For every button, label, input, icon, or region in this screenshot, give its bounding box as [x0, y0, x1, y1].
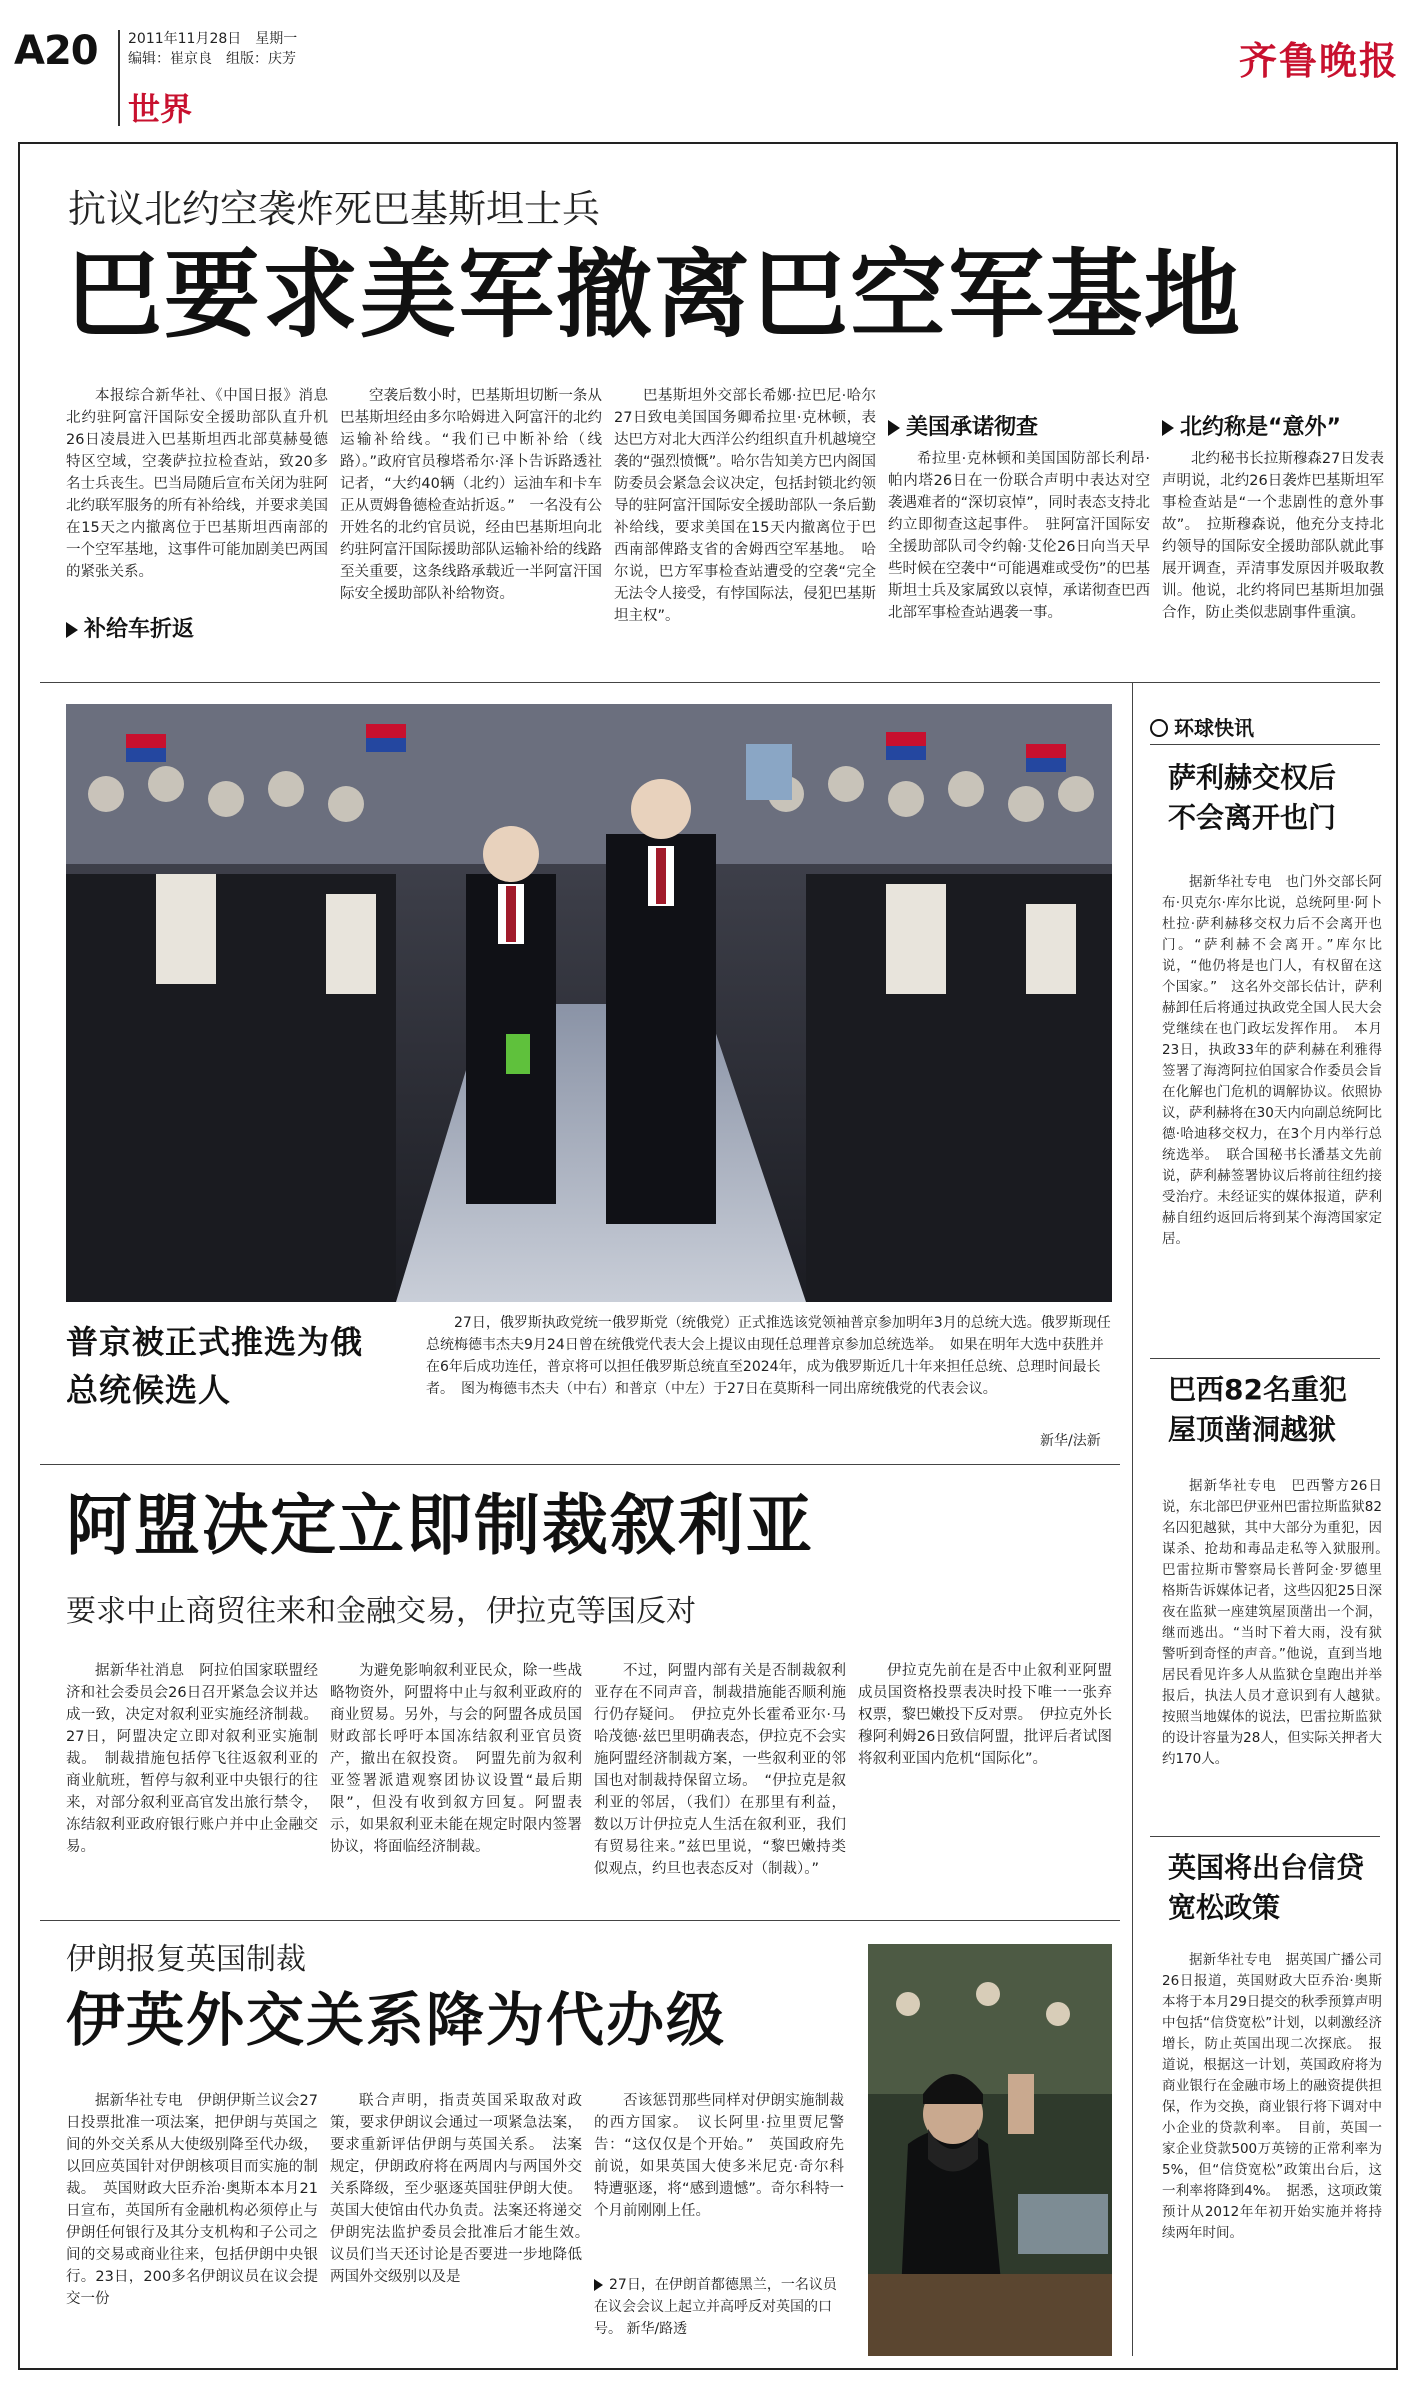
- putin-headline: 普京被正式推选为俄总统候选人: [66, 1323, 364, 1409]
- sidebar-item-headline: 英国将出台信贷宽松政策: [1168, 1851, 1365, 1924]
- lead-col-5: [1162, 448, 1384, 624]
- caption-text: 27日，俄罗斯执政党统一俄罗斯党（统俄党）正式推选该党领袖普京参加明年3月的总统大选。俄罗斯现任总统梅德韦杰夫9月24日曾在统俄党代表大会上提议由现任总理普京参加总统选举。 如果在明年大选中获胜并在6年后成功连任，普京将可以担任俄罗斯总统直至2024年，成为俄罗斯近几十年来担任总统、总理时间最长者。 图为梅德韦杰夫（中右）和普京（中左）于27日在莫斯科一同出席统俄党的代表会议。: [426, 1315, 1111, 1397]
- sidebar-rule: [1150, 1836, 1380, 1837]
- iran-col-1: 据新华社专电 伊朗伊斯兰议会27日投票批准一项法案，把伊朗与英国之间的外交关系从大使级别降至代办级，以回应英国针对伊朗核项目而实施的制裁。 英国财政大臣乔治·奥斯本本月21日宣布，英国所有金融机构必须停止与伊朗任何银行及其分支机构和子公司之间的交易或商业往来，包括伊朗中央银行。23日，200多名伊朗议员在议会提交一份: [66, 2093, 318, 2307]
- section-divider: [40, 1920, 1120, 1921]
- arab-col-2: 为避免影响叙利亚民众，除一些战略物资外，阿盟将中止与叙利亚政府的商业贸易。另外，与会的阿盟各成员国财政部长呼吁本国冻结叙利亚官员资产，撤出在叙投资。 阿盟先前为叙利亚签署派遣观察团协议设置“最后期限”，但没有收到叙方回复。阿盟表示，如果叙利亚未能在规定时限内签署协议，将面临经济制裁。: [330, 1663, 582, 1855]
- iran-kicker: 伊朗报复英国制裁: [66, 1942, 306, 1977]
- iran-col-2: 联合声明，指责英国采取敌对政策，要求伊朗议会通过一项紧急法案，要求重新评估伊朗与英国关系。 法案规定，伊朗政府将在两周内与两国外交关系降级，至少驱逐英国驻伊朗大使。英国大使馆由代办负责。法案还将递交伊朗宪法监护委员会批准后才能生效。 议员们当天还讨论是否要进一步地降低两国外交级别以及是: [330, 2093, 597, 2285]
- sidebar-item-headline: 萨利赫交权后不会离开也门: [1168, 761, 1337, 834]
- sidebar-item-body: 据新华社专电 据英国广播公司26日报道，英国财政大臣乔治·奥斯本将于本月29日提交的秋季预算声明中包括“信贷宽松”计划，以刺激经济增长，防止英国出现二次探底。 报道说，根据这一计划，英国政府将为商业银行在金融市场上的融资提供担保，作为交换，商业银行将下调对中小企业的贷款利率。 目前，英国一家企业贷款500万英镑的正常利率为5%，但“信贷宽松”政策出台后，这一利率将降到4%。 据悉，这项政策预计从2012年年初开始实施并将持续两年时间。: [1162, 1952, 1382, 2241]
- lead-col-1: [66, 385, 343, 583]
- iran-col-3: 否该惩罚那些同样对伊朗实施制裁的西方国家。 议长阿里·拉里贾尼警告：“这仅仅是个开始。” 英国政府先前说，如果英国大使多米尼克·奇尔科特遭驱逐，将“感到遗憾”。奇尔科特一个月前刚刚上任。: [594, 2093, 844, 2219]
- iran-headline: 伊英外交关系降为代办级: [66, 1986, 727, 2054]
- editor-line: 编辑：崔京良 组版：庆芳: [128, 51, 296, 67]
- section-divider: [40, 682, 1380, 683]
- arab-col-3: 不过，阿盟内部有关是否制裁叙利亚存在不同声音，制裁措施能否顺利施行仍存疑问。 伊拉克外长霍希亚尔·马哈茂德·兹巴里明确表态，伊拉克不会实施阿盟经济制裁方案，一些叙利亚的邻国也对制裁持保留立场。 “伊拉克是叙利亚的邻居，（我们）在那里有利益，数以万计伊拉克人生活在叙利亚，我们有贸易往来。”兹巴里说，“黎巴嫩持类似观点，约旦也表态反对（制裁）。”: [594, 1663, 846, 1877]
- lead-headline: 巴要求美军撤离巴空军基地: [66, 239, 1242, 351]
- sidebar-item-body: 据新华社专电 也门外交部长阿布·贝克尔·库尔比说，总统阿里·阿卜杜拉·萨利赫移交权力后不会离开也门。“萨利赫不会离开。”库尔比说，“他仍将是也门人，有权留在这个国家。” 这名外交部长估计，萨利赫卸任后将通过执政党全国人民大会党继续在也门政坛发挥作用。 本月23日，执政33年的萨利赫在利雅得签署了海湾阿拉伯国家合作委员会旨在化解也门危机的调解协议。依照协议，萨利赫将在30天内向副总统阿比德·哈迪移交权力，在3个月内举行总统选举。 联合国秘书长潘基文先前说，萨利赫签署协议后将前往纽约接受治疗。未经证实的媒体报道，萨利赫自纽约返回后将到某个海湾国家定居。: [1162, 874, 1382, 1247]
- newspaper-logo: 齐鲁晚报: [1238, 38, 1399, 83]
- section-divider: [40, 1464, 1120, 1465]
- lead-col-2: [340, 385, 602, 605]
- date-line: 2011年11月28日 星期一: [128, 31, 298, 47]
- section-title: 世界: [128, 90, 193, 128]
- lead-paragraph: 巴基斯坦外交部长希娜·拉巴尼·哈尔27日致电美国国务卿希拉里·克林顿，表达巴方对北大西洋公约组织直升机越境空袭的“强烈愤慨”。哈尔告知美方巴内阁国防委员会紧急会议决定，包括封锁北约领导的驻阿富汗国际安全援助部队一条后勤补给线，要求美国在15天内撤离位于巴西南部俾路支省的舍姆西空军基地。 哈尔说，巴方军事检查站遭受的空袭“完全无法令人接受，有悖国际法，侵犯巴基斯坦主权”。: [614, 388, 876, 624]
- arab-subtitle: 要求中止商贸往来和金融交易，伊拉克等国反对: [66, 1594, 696, 1629]
- triangle-icon: [888, 420, 900, 436]
- lead-paragraph: 空袭后数小时，巴基斯坦切断一条从巴基斯坦经由多尔哈姆进入阿富汗的北约运输补给线。“我们已中断补给（线路）。”政府官员穆塔希尔·泽卜告诉路透社记者，“大约40辆（北约）运油车和卡车正从贾姆鲁德检查站折返。” 一名没有公开姓名的北约官员说，经由巴基斯坦向北约驻阿富汗国际援助部队运输补给的线路至关重要，这条线路承载近一半阿富汗国际安全援助部队补给物资。: [340, 388, 602, 602]
- lead-kicker: 抗议北约空袭炸死巴基斯坦士兵: [68, 187, 601, 231]
- iran-photo-caption: 27日，在伊朗首都德黑兰，一名议员在议会会议上起立并高呼反对英国的口号。 新华/路透: [594, 2277, 837, 2337]
- lead-paragraph: 本报综合新华社、《中国日报》消息 北约驻阿富汗国际安全援助部队直升机26日凌晨进入巴基斯坦西北部莫赫曼德特区空域，空袭萨拉拉检查站，致20多名士兵丧生。巴当局随后宣布关闭为驻阿北约联军服务的所有补给线，并要求美国在15天之内撤离位于巴基斯坦西南部的一个空军基地，这事件可能加剧美巴两国的紧张关系。: [66, 388, 343, 580]
- lead-subhead-us: 美国承诺彻查: [888, 410, 1038, 441]
- lead-col-4: [888, 448, 1150, 624]
- photo-illustration: [868, 1944, 1112, 2356]
- globe-icon: [1150, 719, 1168, 737]
- arab-col-4: 伊拉克先前在是否中止叙利亚阿盟成员国资格投票表决时投下唯一一张弃权票，黎巴嫩投下反对票。 伊拉克外长穆阿利姆26日致信阿盟，批评后者试图将叙利亚国内危机“国际化”。: [858, 1663, 1112, 1767]
- putin-medvedev-photo: [66, 704, 1112, 1302]
- lead-subhead-nato: 北约称是“意外”: [1162, 410, 1341, 441]
- sidebar-item-body: 据新华社专电 巴西警方26日说，东北部巴伊亚州巴雷拉斯监狱82名囚犯越狱，其中大部分为重犯，因谋杀、抢劫和毒品走私等入狱服刑。 巴雷拉斯市警察局长普阿金·罗德里格斯告诉媒体记者，这些囚犯25日深夜在监狱一座建筑屋顶凿出一个洞，继而逃出。“当时下着大雨，没有狱警听到奇怪的声音。”他说，直到当地居民看见许多人从监狱仓皇跑出并举报后，执法人员才意识到有人越狱。 按照当地媒体的说法，巴雷拉斯监狱的设计容量为28人，但实际关押者大约170人。: [1162, 1478, 1396, 1767]
- triangle-icon: [1162, 420, 1174, 436]
- sidebar-item-headline: 巴西82名重犯屋顶凿洞越狱: [1168, 1373, 1347, 1446]
- triangle-icon: [66, 622, 78, 638]
- page-number: A20: [14, 28, 98, 74]
- lead-col-3: [614, 385, 876, 627]
- photo-illustration: [66, 704, 1112, 1302]
- iran-parliament-photo: [868, 1944, 1112, 2356]
- putin-caption: [426, 1312, 1112, 1400]
- putin-photo-credit: 新华/法新: [1040, 1433, 1101, 1449]
- iran-photo-credit: 新华/路透: [626, 2321, 688, 2337]
- sidebar-rule: [1150, 744, 1380, 745]
- lead-paragraph: 北约秘书长拉斯穆森27日发表声明说，北约26日袭炸巴基斯坦军事检查站是“一个悲剧性的意外事故”。 拉斯穆森说，他充分支持北约领导的国际安全援助部队就此事展开调查，弄清事发原因并吸取教训。他说，北约将同巴基斯坦加强合作，防止类似悲剧事件重演。: [1162, 451, 1384, 621]
- lead-subhead-supply: 补给车折返: [66, 612, 194, 643]
- sidebar-divider: [1132, 682, 1133, 2356]
- lead-paragraph: 希拉里·克林顿和美国国防部长利昂·帕内塔26日在一份联合声明中表达对空袭遇难者的“深切哀悼”，同时表态支持北约立即彻查这起事件。 驻阿富汗国际安全援助部队司令约翰·艾伦26日向当天早些时候在空袭中“可能遇难或受伤”的巴基斯坦士兵及家属致以哀悼，承诺彻查巴西北部军事检查站遇袭一事。: [888, 451, 1150, 621]
- sidebar-title: 环球快讯: [1150, 712, 1254, 741]
- sidebar-rule: [1150, 1358, 1380, 1359]
- arab-headline: 阿盟决定立即制裁叙利亚: [66, 1487, 814, 1564]
- masthead-divider: [118, 30, 120, 126]
- triangle-icon: [594, 2279, 603, 2291]
- arab-col-1: 据新华社消息 阿拉伯国家联盟经济和社会委员会26日召开紧急会议并达成一致，决定对叙利亚实施经济制裁。27日，阿盟决定立即对叙利亚实施制裁。 制裁措施包括停飞往返叙利亚的商业航班，暂停与叙利亚中央银行的往来，对部分叙利亚高官发出旅行禁令，冻结叙利亚政府银行账户并中止金融交易。: [66, 1663, 318, 1855]
